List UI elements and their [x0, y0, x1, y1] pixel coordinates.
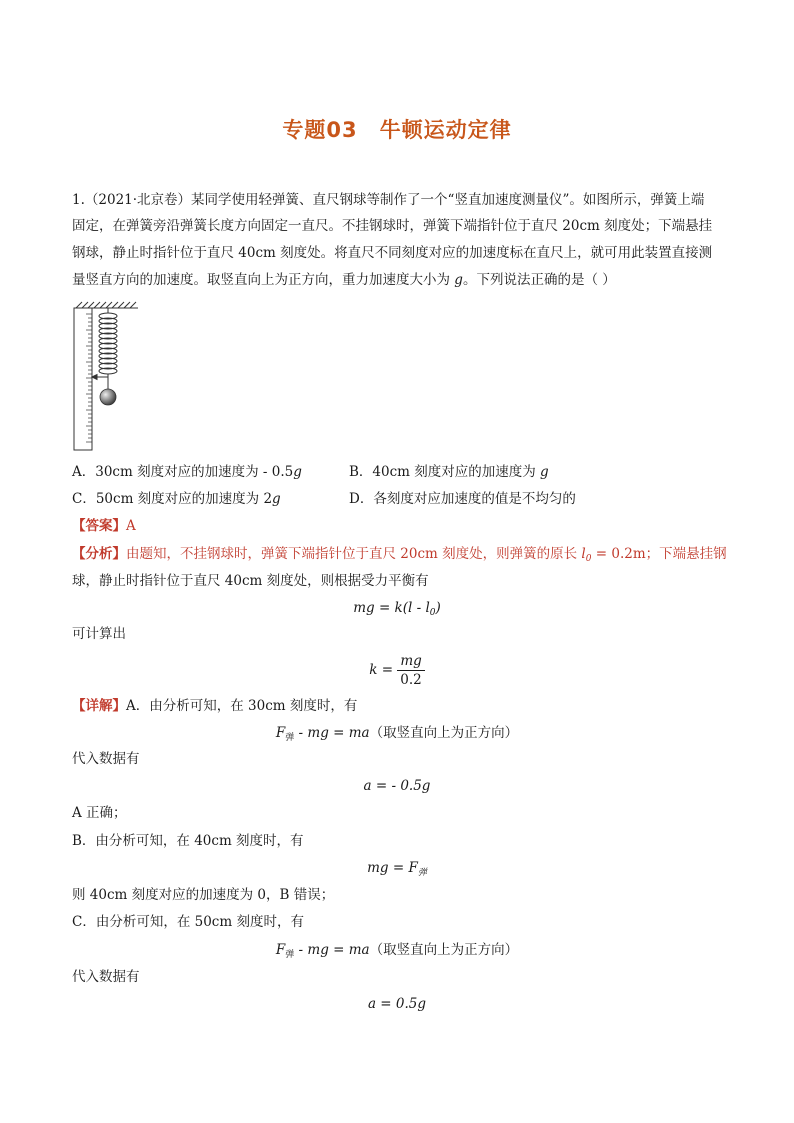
- steel-ball: [100, 389, 116, 405]
- analysis-line-3: 可计算出: [72, 626, 126, 642]
- equation-a: $F_弹$ - mg = ma（取竖直向上为正方向）: [275, 725, 519, 743]
- detail-data-a: 代入数据有: [72, 751, 140, 767]
- detail-data-c: 代入数据有: [72, 969, 140, 985]
- analysis-tag: 【分析】: [72, 546, 126, 562]
- result-c: a = 0.5g: [367, 996, 427, 1012]
- answer-tag: 【答案】: [72, 518, 126, 534]
- question-number: 1.: [72, 192, 85, 208]
- question-line-1: 1.（2021·北京卷）某同学使用轻弹簧、直尺钢球等制作了一个“竖直加速度测量仪”。如图所示，弹簧上端: [72, 192, 705, 208]
- result-a: a = - 0.5g: [363, 778, 431, 794]
- option-c: C．50cm 刻度对应的加速度为 2g: [72, 491, 281, 507]
- question-line-4: 量竖直方向的加速度。取竖直向上为正方向，重力加速度大小为 g。下列说法正确的是（ ）: [72, 272, 616, 288]
- equation-k: k = $\frac{mg}{0.2}$: [0, 652, 794, 689]
- conclusion-a: A 正确；: [72, 805, 127, 821]
- question-source: （2021·北京卷）: [84, 192, 192, 208]
- page-title: 专题03 牛顿运动定律: [282, 118, 512, 142]
- detail-line-c: C．由分析可知，在 50cm 刻度时，有: [72, 914, 304, 930]
- analysis-line-2: 球，静止时指针位于直尺 40cm 刻度处，则根据受力平衡有: [72, 573, 429, 589]
- question-line-3: 钢球，静止时指针位于直尺 40cm 刻度处。将直尺不同刻度对应的加速度标在直尺上，就可用此装置直接测: [72, 245, 713, 261]
- option-b: B．40cm 刻度对应的加速度为 g: [349, 464, 549, 480]
- detail-line-a: 【详解】A．由分析可知，在 30cm 刻度时，有: [72, 698, 358, 714]
- spring-coils: [99, 308, 117, 390]
- answer-value: A: [126, 518, 136, 534]
- pointer: [92, 375, 108, 380]
- option-a: A．30cm 刻度对应的加速度为 - 0.5g: [72, 464, 302, 480]
- answer-line: [72, 516, 136, 536]
- equation-b: mg = $F_弹$: [367, 860, 427, 878]
- ceiling-hatch: [74, 302, 138, 308]
- fraction: $\frac{mg}{0.2}$: [397, 652, 424, 689]
- equation-balance: mg = $k(l - l_0)$: [353, 600, 441, 618]
- ruler: [74, 308, 92, 450]
- spring-ruler-figure: [70, 300, 150, 452]
- conclusion-b: 则 40cm 刻度对应的加速度为 0，B 错误；: [72, 887, 335, 903]
- analysis-line-1: 【分析】由题知，不挂钢球时，弹簧下端指针位于直尺 20cm 刻度处，则弹簧的原长 $l_0 = 0.2m$；下端悬挂钢: [72, 546, 727, 564]
- question-line-2: 固定，在弹簧旁沿弹簧长度方向固定一直尺。不挂钢球时，弹簧下端指针位于直尺 20cm 刻度处；下端悬挂: [72, 218, 713, 234]
- equation-c: $F_弹$ - mg = ma（取竖直向上为正方向）: [275, 942, 519, 960]
- detail-line-b: B．由分析可知，在 40cm 刻度时，有: [72, 833, 304, 849]
- detail-tag: 【详解】: [72, 698, 126, 714]
- option-d: D．各刻度对应加速度的值是不均匀的: [349, 491, 576, 507]
